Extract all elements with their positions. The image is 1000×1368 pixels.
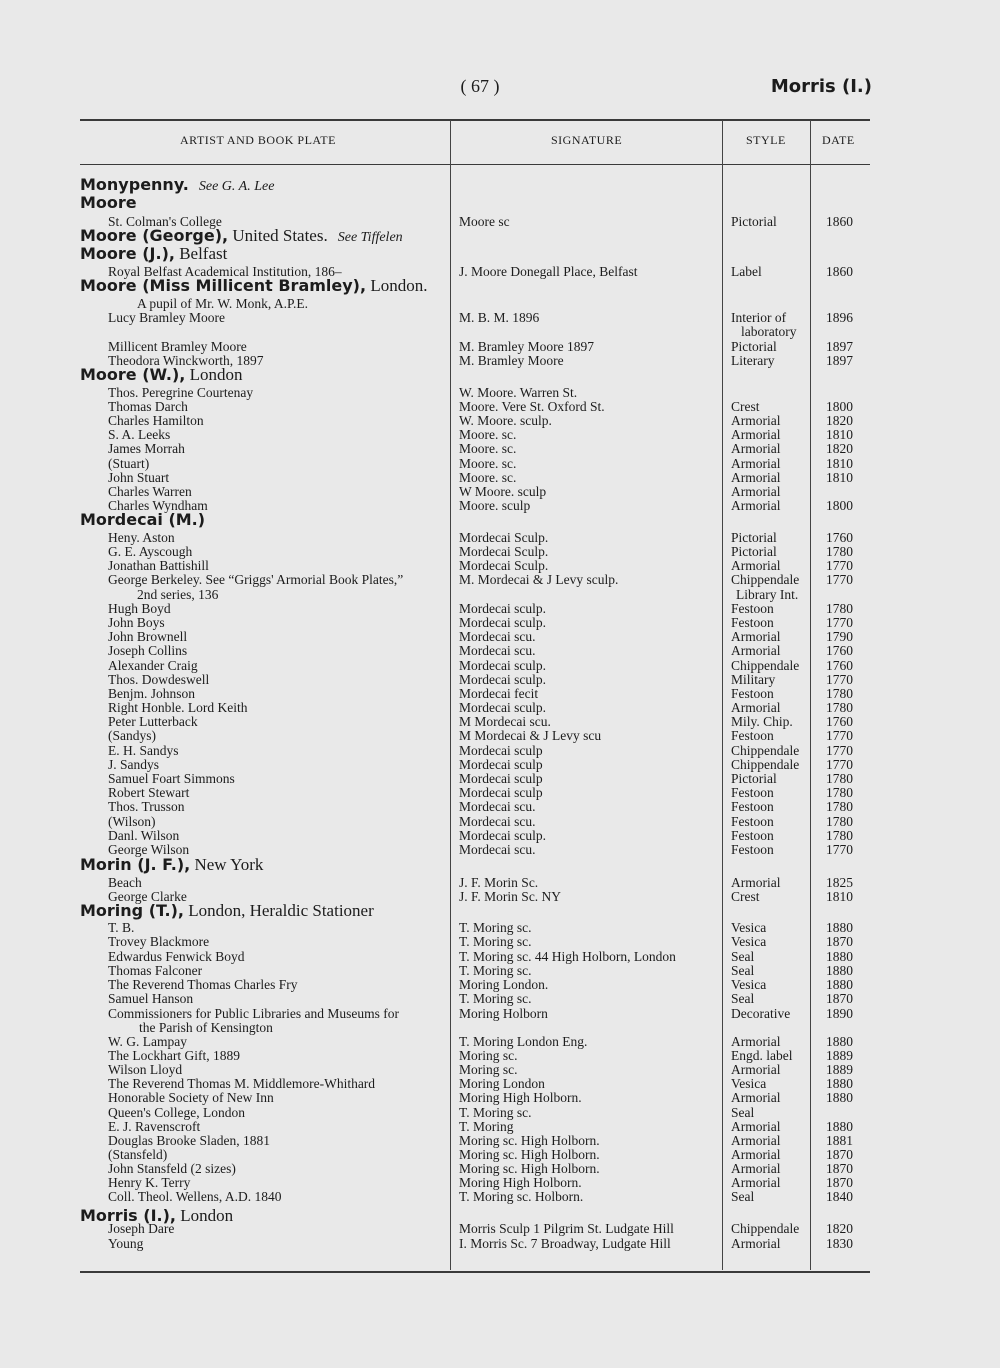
date-cell: 1880 bbox=[826, 1119, 853, 1134]
artist-name: Moore (George), United States. See Tiffelen bbox=[80, 226, 403, 245]
book-plate-owner: Hugh Boyd bbox=[108, 601, 171, 616]
book-plate-owner: Charles Warren bbox=[108, 484, 192, 499]
book-plate-owner: Edwardus Fenwick Boyd bbox=[108, 949, 245, 964]
book-plate-owner: 2nd series, 136 bbox=[137, 587, 219, 602]
style-cell: Armorial bbox=[731, 441, 781, 456]
style-cell: Armorial bbox=[731, 1133, 781, 1148]
style-cell: Armorial bbox=[731, 484, 781, 499]
signature-cell: Moring sc. High Holborn. bbox=[459, 1147, 600, 1162]
book-plate-owner: Samuel Foart Simmons bbox=[108, 771, 235, 786]
date-cell: 1780 bbox=[826, 601, 853, 616]
date-cell: 1830 bbox=[826, 1236, 853, 1251]
signature-cell: J. F. Morin Sc. bbox=[459, 875, 539, 890]
signature-cell: Mordecai scu. bbox=[459, 629, 536, 644]
book-plate-owner: the Parish of Kensington bbox=[139, 1020, 273, 1035]
signature-cell: Moore. sc. bbox=[459, 427, 517, 442]
artist-name: Moring (T.), London, Heraldic Stationer bbox=[80, 901, 374, 920]
date-cell: 1780 bbox=[826, 544, 853, 559]
artist-place: Belfast bbox=[174, 244, 228, 263]
signature-cell: T. Moring sc. bbox=[459, 991, 532, 1006]
style-cell: Vesica bbox=[731, 920, 767, 935]
style-cell: Literary bbox=[731, 353, 775, 368]
book-plate-owner: Thomas Falconer bbox=[108, 963, 203, 978]
style-cell: Armorial bbox=[731, 1236, 781, 1251]
style-cell: Crest bbox=[731, 889, 760, 904]
date-cell: 1881 bbox=[826, 1133, 853, 1148]
book-plate-owner: Douglas Brooke Sladen, 1881 bbox=[108, 1133, 270, 1148]
date-cell: 1760 bbox=[826, 658, 853, 673]
column-header-signature: SIGNATURE bbox=[551, 133, 623, 147]
date-cell: 1770 bbox=[826, 743, 853, 758]
book-plate-owner: E. H. Sandys bbox=[108, 743, 179, 758]
column-header-artist: ARTIST AND BOOK PLATE bbox=[180, 133, 336, 147]
book-plate-owner: Danl. Wilson bbox=[108, 828, 180, 843]
book-plate-owner: Samuel Hanson bbox=[108, 991, 194, 1006]
style-cell: Armorial bbox=[731, 1175, 781, 1190]
signature-cell: Moore. sc. bbox=[459, 456, 517, 471]
signature-cell: T. Moring London Eng. bbox=[459, 1034, 588, 1049]
style-cell: Armorial bbox=[731, 643, 781, 658]
signature-cell: Moring High Holborn. bbox=[459, 1175, 582, 1190]
signature-cell: Moore. sculp bbox=[459, 498, 531, 513]
book-plate-owner: John Brownell bbox=[108, 629, 188, 644]
signature-cell: Moring London. bbox=[459, 977, 549, 992]
style-cell: Seal bbox=[731, 1105, 755, 1120]
signature-cell: Moore. sc. bbox=[459, 441, 517, 456]
signature-cell: M Mordecai scu. bbox=[459, 714, 551, 729]
style-cell: Crest bbox=[731, 399, 760, 414]
signature-cell: Moring London bbox=[459, 1076, 545, 1091]
date-cell: 1800 bbox=[826, 498, 853, 513]
book-plate-owner: W. G. Lampay bbox=[108, 1034, 187, 1049]
date-cell: 1780 bbox=[826, 771, 853, 786]
book-plate-owner: T. B. bbox=[108, 920, 135, 935]
signature-cell: Mordecai scu. bbox=[459, 643, 536, 658]
style-cell: Armorial bbox=[731, 413, 781, 428]
signature-cell: M. B. M. 1896 bbox=[459, 310, 540, 325]
signature-cell: Mordecai scu. bbox=[459, 799, 536, 814]
book-plate-owner: Beach bbox=[108, 875, 142, 890]
style-cell: Armorial bbox=[731, 700, 781, 715]
date-cell: 1770 bbox=[826, 842, 853, 857]
signature-cell: T. Moring sc. bbox=[459, 934, 532, 949]
style-cell: Armorial bbox=[731, 1062, 781, 1077]
book-plate-owner: George Clarke bbox=[108, 889, 187, 904]
book-plate-owner: G. E. Ayscough bbox=[108, 544, 193, 559]
date-cell: 1880 bbox=[826, 1090, 853, 1105]
signature-cell: Moore. sc. bbox=[459, 470, 517, 485]
book-plate-owner: E. J. Ravenscroft bbox=[108, 1119, 201, 1134]
date-cell: 1760 bbox=[826, 643, 853, 658]
signature-cell: Moring sc. bbox=[459, 1062, 518, 1077]
style-cell: Chippendale bbox=[731, 572, 800, 587]
book-plate-owner: Thomas Darch bbox=[108, 399, 188, 414]
style-cell: Armorial bbox=[731, 470, 781, 485]
book-plate-owner: Theodora Winckworth, 1897 bbox=[108, 353, 264, 368]
book-plate-owner: Trovey Blackmore bbox=[108, 934, 210, 949]
book-plate-owner: Joseph Dare bbox=[108, 1221, 175, 1236]
date-cell: 1780 bbox=[826, 785, 853, 800]
date-cell: 1770 bbox=[826, 672, 853, 687]
book-plate-owner: (Sandys) bbox=[108, 728, 156, 743]
style-cell: laboratory bbox=[741, 324, 797, 339]
style-cell: Armorial bbox=[731, 498, 781, 513]
book-plate-owner: Robert Stewart bbox=[108, 785, 190, 800]
signature-cell: W. Moore. Warren St. bbox=[459, 385, 578, 400]
date-cell: 1810 bbox=[826, 470, 853, 485]
artist-place: United States. bbox=[228, 226, 328, 245]
column-header-style: STYLE bbox=[746, 133, 786, 147]
book-plate-owner: James Morrah bbox=[108, 441, 185, 456]
style-cell: Seal bbox=[731, 963, 755, 978]
signature-cell: Moring Holborn bbox=[459, 1006, 548, 1021]
signature-cell: Mordecai sculp. bbox=[459, 700, 546, 715]
signature-cell: T. Moring sc. bbox=[459, 1105, 532, 1120]
signature-cell: Morris Sculp 1 Pilgrim St. Ludgate Hill bbox=[459, 1221, 674, 1236]
date-cell: 1770 bbox=[826, 558, 853, 573]
artist-place: London bbox=[176, 1206, 234, 1225]
date-cell: 1897 bbox=[826, 339, 853, 354]
signature-cell: Mordecai sculp bbox=[459, 743, 543, 758]
style-cell: Pictorial bbox=[731, 530, 777, 545]
style-cell: Festoon bbox=[731, 601, 774, 616]
book-plate-owner: Heny. Aston bbox=[108, 530, 175, 545]
book-plate-owner: Wilson Lloyd bbox=[108, 1062, 183, 1077]
style-cell: Seal bbox=[731, 949, 755, 964]
book-plate-owner: Alexander Craig bbox=[108, 658, 198, 673]
style-cell: Library Int. bbox=[736, 587, 799, 602]
date-cell: 1810 bbox=[826, 456, 853, 471]
style-cell: Interior of bbox=[731, 310, 787, 325]
style-cell: Mily. Chip. bbox=[731, 714, 793, 729]
style-cell: Chippendale bbox=[731, 743, 800, 758]
date-cell: 1800 bbox=[826, 399, 853, 414]
signature-cell: W Moore. sculp bbox=[459, 484, 547, 499]
book-plate-owner: Royal Belfast Academical Institution, 186– bbox=[108, 264, 342, 279]
style-cell: Pictorial bbox=[731, 339, 777, 354]
signature-cell: Mordecai sculp bbox=[459, 785, 543, 800]
style-cell: Armorial bbox=[731, 1090, 781, 1105]
style-cell: Vesica bbox=[731, 977, 767, 992]
style-cell: Decorative bbox=[731, 1006, 791, 1021]
style-cell: Festoon bbox=[731, 615, 774, 630]
style-cell: Festoon bbox=[731, 785, 774, 800]
style-cell: Festoon bbox=[731, 842, 774, 857]
style-cell: Military bbox=[731, 672, 776, 687]
book-plate-owner: (Stuart) bbox=[108, 456, 150, 471]
signature-cell: Mordecai sculp bbox=[459, 757, 543, 772]
book-plate-owner: Coll. Theol. Wellens, A.D. 1840 bbox=[108, 1189, 282, 1204]
style-cell: Chippendale bbox=[731, 757, 800, 772]
artist-place: London. bbox=[366, 276, 428, 295]
style-cell: Engd. label bbox=[731, 1048, 793, 1063]
book-plate-owner: Henry K. Terry bbox=[108, 1175, 191, 1190]
style-cell: Armorial bbox=[731, 1147, 781, 1162]
date-cell: 1820 bbox=[826, 1221, 853, 1236]
date-cell: 1770 bbox=[826, 728, 853, 743]
signature-cell: Mordecai Sculp. bbox=[459, 558, 549, 573]
signature-cell: T. Moring sc. bbox=[459, 920, 532, 935]
date-cell: 1780 bbox=[826, 828, 853, 843]
date-cell: 1780 bbox=[826, 686, 853, 701]
style-cell: Vesica bbox=[731, 934, 767, 949]
book-plate-owner: Benjm. Johnson bbox=[108, 686, 196, 701]
signature-cell: Mordecai Sculp. bbox=[459, 530, 549, 545]
running-head: Morris (I.) bbox=[770, 76, 872, 97]
book-plate-owner: S. A. Leeks bbox=[108, 427, 171, 442]
signature-cell: Mordecai sculp. bbox=[459, 615, 546, 630]
signature-cell: I. Morris Sc. 7 Broadway, Ludgate Hill bbox=[459, 1236, 671, 1251]
artist-place: New York bbox=[190, 855, 264, 874]
book-plate-owner: Peter Lutterback bbox=[108, 714, 198, 729]
signature-cell: Mordecai sculp. bbox=[459, 658, 546, 673]
signature-cell: Moore. Vere St. Oxford St. bbox=[459, 399, 605, 414]
book-plate-owner: Charles Wyndham bbox=[108, 498, 208, 513]
signature-cell: Mordecai scu. bbox=[459, 842, 536, 857]
date-cell: 1780 bbox=[826, 814, 853, 829]
signature-cell: J. Moore Donegall Place, Belfast bbox=[459, 264, 638, 279]
artist-place: London, Heraldic Stationer bbox=[183, 901, 374, 920]
date-cell: 1860 bbox=[826, 214, 853, 229]
date-cell: 1860 bbox=[826, 264, 853, 279]
style-cell: Armorial bbox=[731, 558, 781, 573]
book-plate-owner: (Stansfeld) bbox=[108, 1147, 168, 1162]
date-cell: 1760 bbox=[826, 714, 853, 729]
signature-cell: T. Moring sc. 44 High Holborn, London bbox=[459, 949, 676, 964]
date-cell: 1870 bbox=[826, 991, 853, 1006]
book-plate-owner: St. Colman's College bbox=[108, 214, 222, 229]
style-cell: Festoon bbox=[731, 686, 774, 701]
book-plate-owner: Right Honble. Lord Keith bbox=[108, 700, 248, 715]
style-cell: Festoon bbox=[731, 828, 774, 843]
book-plate-owner: Commissioners for Public Libraries and Museums for bbox=[108, 1006, 399, 1021]
style-cell: Seal bbox=[731, 991, 755, 1006]
artist-name: Morin (J. F.), New York bbox=[80, 855, 264, 874]
signature-cell: Mordecai sculp. bbox=[459, 672, 546, 687]
book-plate-owner: The Lockhart Gift, 1889 bbox=[108, 1048, 240, 1063]
artist-name: Morris (I.), London bbox=[80, 1206, 234, 1225]
signature-cell: T. Moring bbox=[459, 1119, 514, 1134]
signature-cell: Mordecai sculp. bbox=[459, 601, 546, 616]
signature-cell: Moring High Holborn. bbox=[459, 1090, 582, 1105]
date-cell: 1810 bbox=[826, 889, 853, 904]
date-cell: 1870 bbox=[826, 1147, 853, 1162]
style-cell: Armorial bbox=[731, 629, 781, 644]
column-header-date: DATE bbox=[822, 133, 855, 147]
artist-place: London bbox=[185, 365, 243, 384]
signature-cell: Mordecai scu. bbox=[459, 814, 536, 829]
date-cell: 1825 bbox=[826, 875, 853, 890]
style-cell: Seal bbox=[731, 1189, 755, 1204]
style-cell: Armorial bbox=[731, 1034, 781, 1049]
book-plate-owner: Thos. Dowdeswell bbox=[108, 672, 210, 687]
book-plate-owner: John Stuart bbox=[108, 470, 170, 485]
date-cell: 1880 bbox=[826, 920, 853, 935]
signature-cell: Moring sc. High Holborn. bbox=[459, 1133, 600, 1148]
artist-name: Mordecai (M.) bbox=[80, 510, 206, 529]
book-plate-owner: Jonathan Battishill bbox=[108, 558, 209, 573]
signature-cell: Moore sc bbox=[459, 214, 510, 229]
style-cell: Armorial bbox=[731, 1161, 781, 1176]
book-plate-owner: Lucy Bramley Moore bbox=[108, 310, 225, 325]
book-plate-owner: Thos. Trusson bbox=[108, 799, 185, 814]
book-plate-owner: Thos. Peregrine Courtenay bbox=[108, 385, 254, 400]
style-cell: Chippendale bbox=[731, 658, 800, 673]
date-cell: 1889 bbox=[826, 1048, 853, 1063]
style-cell: Pictorial bbox=[731, 544, 777, 559]
signature-cell: W. Moore. sculp. bbox=[459, 413, 552, 428]
signature-cell: J. F. Morin Sc. NY bbox=[459, 889, 562, 904]
date-cell: 1890 bbox=[826, 1006, 853, 1021]
artist-name: Moore bbox=[80, 193, 137, 212]
date-cell: 1820 bbox=[826, 441, 853, 456]
date-cell: 1896 bbox=[826, 310, 853, 325]
signature-cell: M Mordecai & J Levy scu bbox=[459, 728, 602, 743]
signature-cell: T. Moring sc. Holborn. bbox=[459, 1189, 584, 1204]
date-cell: 1897 bbox=[826, 353, 853, 368]
date-cell: 1780 bbox=[826, 799, 853, 814]
signature-cell: M. Mordecai & J Levy sculp. bbox=[459, 572, 619, 587]
book-plate-owner: A pupil of Mr. W. Monk, A.P.E. bbox=[137, 296, 309, 311]
date-cell: 1820 bbox=[826, 413, 853, 428]
see-reference: See Tiffelen bbox=[337, 230, 403, 245]
book-plate-owner: George Wilson bbox=[108, 842, 190, 857]
signature-cell: Mordecai fecit bbox=[459, 686, 539, 701]
date-cell: 1880 bbox=[826, 977, 853, 992]
style-cell: Armorial bbox=[731, 456, 781, 471]
book-plate-owner: The Reverend Thomas M. Middlemore-Whithard bbox=[108, 1076, 376, 1091]
style-cell: Chippendale bbox=[731, 1221, 800, 1236]
signature-cell: T. Moring sc. bbox=[459, 963, 532, 978]
book-plate-owner: Charles Hamilton bbox=[108, 413, 204, 428]
date-cell: 1770 bbox=[826, 615, 853, 630]
page-number: ( 67 ) bbox=[460, 76, 500, 96]
book-plate-owner: The Reverend Thomas Charles Fry bbox=[108, 977, 298, 992]
date-cell: 1840 bbox=[826, 1189, 853, 1204]
artist-name: Moore (Miss Millicent Bramley), London. bbox=[80, 276, 428, 295]
signature-cell: Mordecai Sculp. bbox=[459, 544, 549, 559]
artist-name: Moore (J.), Belfast bbox=[80, 244, 228, 263]
book-plate-owner: George Berkeley. See “Griggs' Armorial Book Plates,” bbox=[108, 572, 404, 587]
style-cell: Armorial bbox=[731, 1119, 781, 1134]
book-plate-owner: J. Sandys bbox=[108, 757, 160, 772]
signature-cell: M. Bramley Moore bbox=[459, 353, 564, 368]
date-cell: 1770 bbox=[826, 757, 853, 772]
book-plate-owner: Honorable Society of New Inn bbox=[108, 1090, 274, 1105]
style-cell: Vesica bbox=[731, 1076, 767, 1091]
date-cell: 1880 bbox=[826, 1034, 853, 1049]
style-cell: Pictorial bbox=[731, 771, 777, 786]
date-cell: 1870 bbox=[826, 1175, 853, 1190]
style-cell: Label bbox=[731, 264, 762, 279]
signature-cell: Moring sc. bbox=[459, 1048, 518, 1063]
signature-cell: Mordecai sculp. bbox=[459, 828, 546, 843]
see-reference: See G. A. Lee bbox=[198, 179, 275, 194]
style-cell: Armorial bbox=[731, 875, 781, 890]
date-cell: 1780 bbox=[826, 700, 853, 715]
date-cell: 1790 bbox=[826, 629, 853, 644]
date-cell: 1889 bbox=[826, 1062, 853, 1077]
signature-cell: M. Bramley Moore 1897 bbox=[459, 339, 594, 354]
book-plate-owner: Queen's College, London bbox=[108, 1105, 246, 1120]
date-cell: 1810 bbox=[826, 427, 853, 442]
signature-cell: Mordecai sculp bbox=[459, 771, 543, 786]
book-plate-owner: Young bbox=[108, 1236, 144, 1251]
book-plate-owner: Millicent Bramley Moore bbox=[108, 339, 247, 354]
date-cell: 1760 bbox=[826, 530, 853, 545]
signature-cell: Moring sc. High Holborn. bbox=[459, 1161, 600, 1176]
book-plate-owner: John Stansfeld (2 sizes) bbox=[108, 1161, 236, 1176]
artist-name: Monypenny. See G. A. Lee bbox=[80, 175, 275, 194]
book-plate-owner: Joseph Collins bbox=[108, 643, 188, 658]
book-plate-owner: (Wilson) bbox=[108, 814, 156, 829]
artist-name: Moore (W.), London bbox=[80, 365, 243, 384]
date-cell: 1770 bbox=[826, 572, 853, 587]
date-cell: 1870 bbox=[826, 1161, 853, 1176]
date-cell: 1880 bbox=[826, 963, 853, 978]
date-cell: 1880 bbox=[826, 1076, 853, 1091]
date-cell: 1870 bbox=[826, 934, 853, 949]
style-cell: Armorial bbox=[731, 427, 781, 442]
style-cell: Pictorial bbox=[731, 214, 777, 229]
book-plate-owner: John Boys bbox=[108, 615, 165, 630]
style-cell: Festoon bbox=[731, 799, 774, 814]
style-cell: Festoon bbox=[731, 814, 774, 829]
date-cell: 1880 bbox=[826, 949, 853, 964]
style-cell: Festoon bbox=[731, 728, 774, 743]
